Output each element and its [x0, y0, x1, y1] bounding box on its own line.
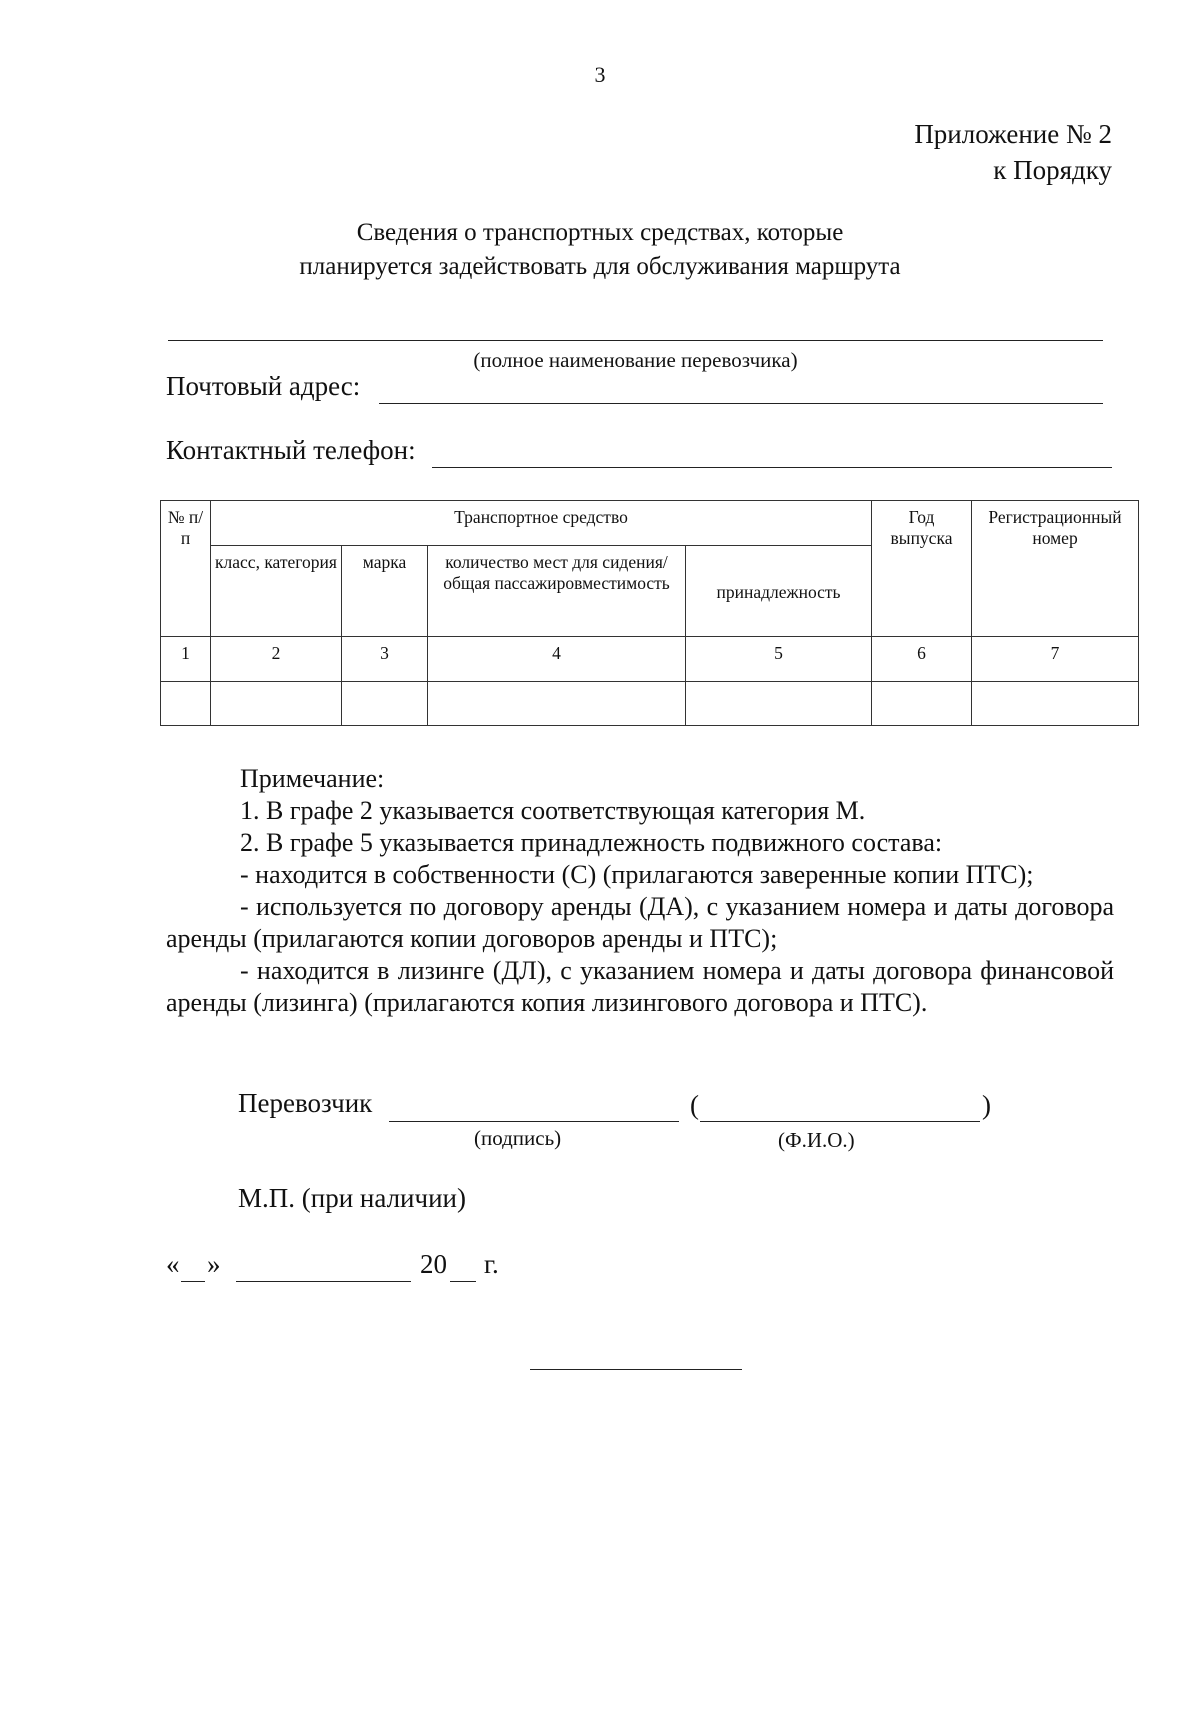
signature-open-paren: ( [690, 1090, 699, 1120]
number-cell: 6 [872, 637, 972, 682]
year-suffix: г. [484, 1249, 499, 1279]
document-title [0, 216, 1200, 284]
contact-phone-label: Контактный телефон: [166, 435, 416, 465]
month-line [236, 1281, 411, 1282]
table-number-row [161, 637, 1139, 682]
postal-address-label: Почтовый адрес: [166, 371, 361, 401]
note-bullet-1: - находится в собственности (С) (прилагаются заверенные копии ПТС); [240, 860, 1034, 889]
note-1: 1. В графе 2 указывается соответствующая категория М. [240, 796, 866, 825]
appendix-line-1: Приложение № 2 [914, 119, 1112, 149]
header-no: № п/п [161, 501, 211, 637]
carrier-signature-label: Перевозчик [238, 1088, 373, 1118]
full-name-caption: (Ф.И.О.) [778, 1128, 855, 1152]
number-cell: 2 [211, 637, 342, 682]
empty-cell [428, 682, 686, 726]
date-open-quote: « [166, 1249, 180, 1279]
table-empty-row [161, 682, 1139, 726]
note-bullet-2: - используется по договору аренды (ДА), с указанием номера и даты договора аренды (прилагаются копии договоров аренды и ПТС); [166, 892, 1114, 953]
contact-phone-line [432, 467, 1112, 468]
header-seats: количество мест для сидения/общая пассажировместимость [428, 546, 686, 637]
notes-section [166, 763, 1114, 1019]
carrier-name-caption: (полное наименование перевозчика) [473, 348, 798, 372]
header-class: класс, категория [211, 546, 342, 637]
number-cell: 4 [428, 637, 686, 682]
day-line [181, 1281, 205, 1282]
year-line [450, 1281, 476, 1282]
header-reg-number: Регистрационный номер [972, 501, 1139, 637]
empty-cell [686, 682, 872, 726]
empty-cell [342, 682, 428, 726]
notes-heading: Примечание: [240, 764, 385, 793]
empty-cell [161, 682, 211, 726]
signature-close-paren: ) [982, 1090, 991, 1120]
header-vehicle-group: Транспортное средство [211, 501, 872, 546]
note-bullet-3: - находится в лизинге (ДЛ), с указанием номера и даты договора финансовой аренды (лизинга) (прилагаются копия лизингового договора и ПТС). [166, 956, 1114, 1017]
number-cell: 1 [161, 637, 211, 682]
page-number: 3 [594, 62, 606, 87]
header-year: Год выпуска [872, 501, 972, 637]
number-cell: 5 [686, 637, 872, 682]
number-cell: 7 [972, 637, 1139, 682]
stamp-note: М.П. (при наличии) [238, 1183, 466, 1213]
carrier-name-line [168, 340, 1103, 341]
empty-cell [872, 682, 972, 726]
note-2: 2. В графе 5 указывается принадлежность подвижного состава: [240, 828, 943, 857]
vehicle-table [160, 500, 1139, 726]
postal-address-line [379, 403, 1103, 404]
empty-cell [972, 682, 1139, 726]
signature-line [389, 1121, 679, 1122]
number-cell: 3 [342, 637, 428, 682]
date-close-quote: » [207, 1249, 221, 1279]
appendix-line-2: к Порядку [993, 155, 1112, 185]
signature-caption: (подпись) [474, 1126, 562, 1150]
empty-cell [211, 682, 342, 726]
appendix-header [914, 116, 1112, 188]
table-header-row [161, 501, 1139, 546]
closing-separator [530, 1369, 742, 1370]
title-line-1: Сведения о транспортных средствах, которые [356, 219, 844, 246]
title-line-2: планируется задействовать для обслуживания маршрута [299, 253, 901, 280]
header-brand: марка [342, 546, 428, 637]
year-prefix: 20 [420, 1249, 447, 1279]
full-name-line [700, 1121, 980, 1122]
header-ownership: принадлежность [686, 546, 872, 637]
